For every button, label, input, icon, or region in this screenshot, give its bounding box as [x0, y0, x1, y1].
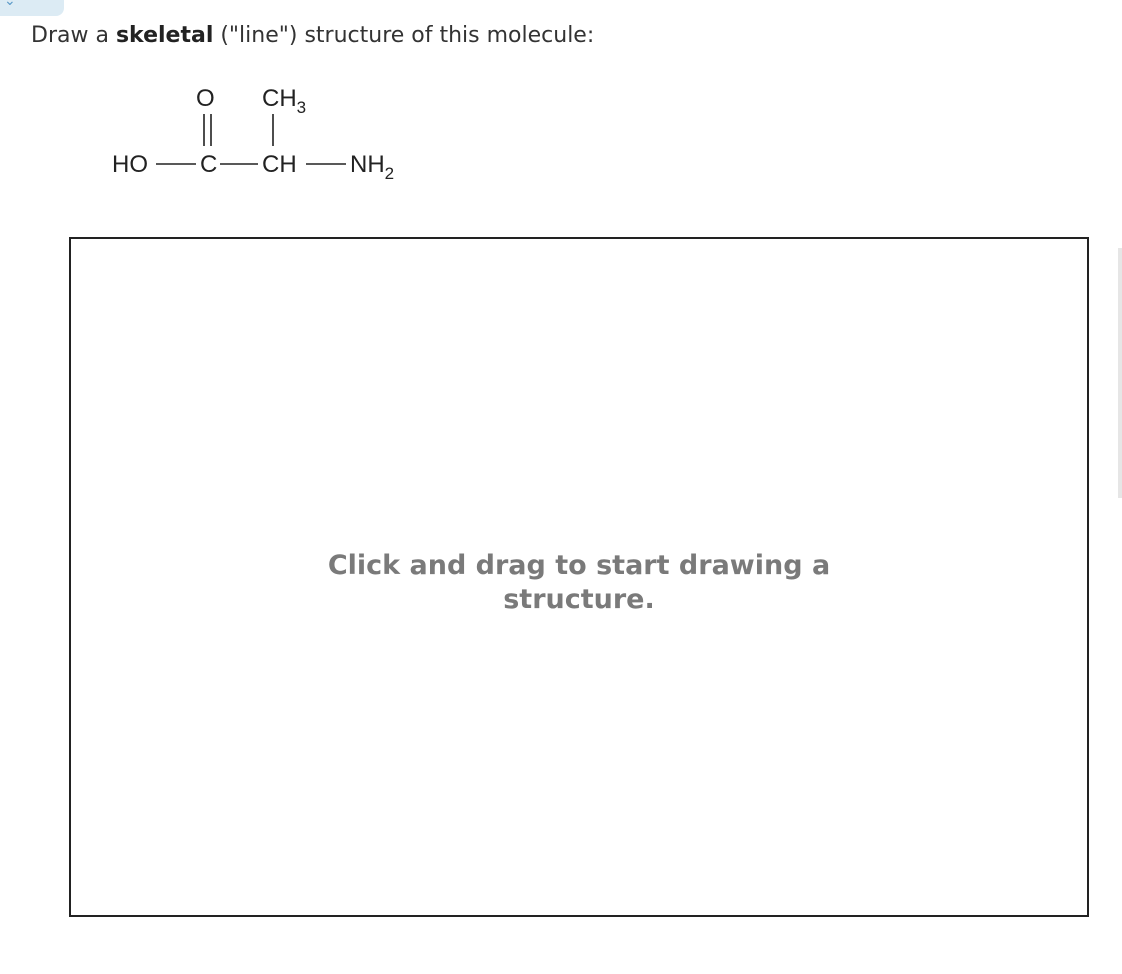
condensed-structure-svg [100, 76, 430, 196]
prompt-prefix: Draw a [31, 23, 116, 48]
chevron-down-icon: ⌄ [4, 0, 16, 9]
prompt-bold-word: skeletal [115, 23, 214, 48]
canvas-hint-line1: Click and drag to start drawing a [327, 550, 831, 581]
canvas-hint [71, 549, 1087, 617]
atom-o: O [196, 85, 215, 112]
atom-nh2: $NH_2$ [350, 151, 395, 183]
canvas-hint-line2: structure. [503, 584, 655, 615]
atom-ch: CH [262, 151, 297, 178]
atom-ho: HO [112, 151, 148, 178]
atom-c: C [200, 151, 218, 178]
drawing-canvas[interactable] [69, 237, 1089, 917]
condensed-structure [100, 76, 430, 196]
question-prompt [31, 22, 594, 50]
side-scroll-strip[interactable] [1118, 248, 1122, 498]
collapse-tab[interactable] [0, 0, 64, 16]
prompt-suffix: ("line") structure of this molecule: [213, 23, 595, 48]
atom-ch3: $CH_3$ [262, 85, 307, 117]
